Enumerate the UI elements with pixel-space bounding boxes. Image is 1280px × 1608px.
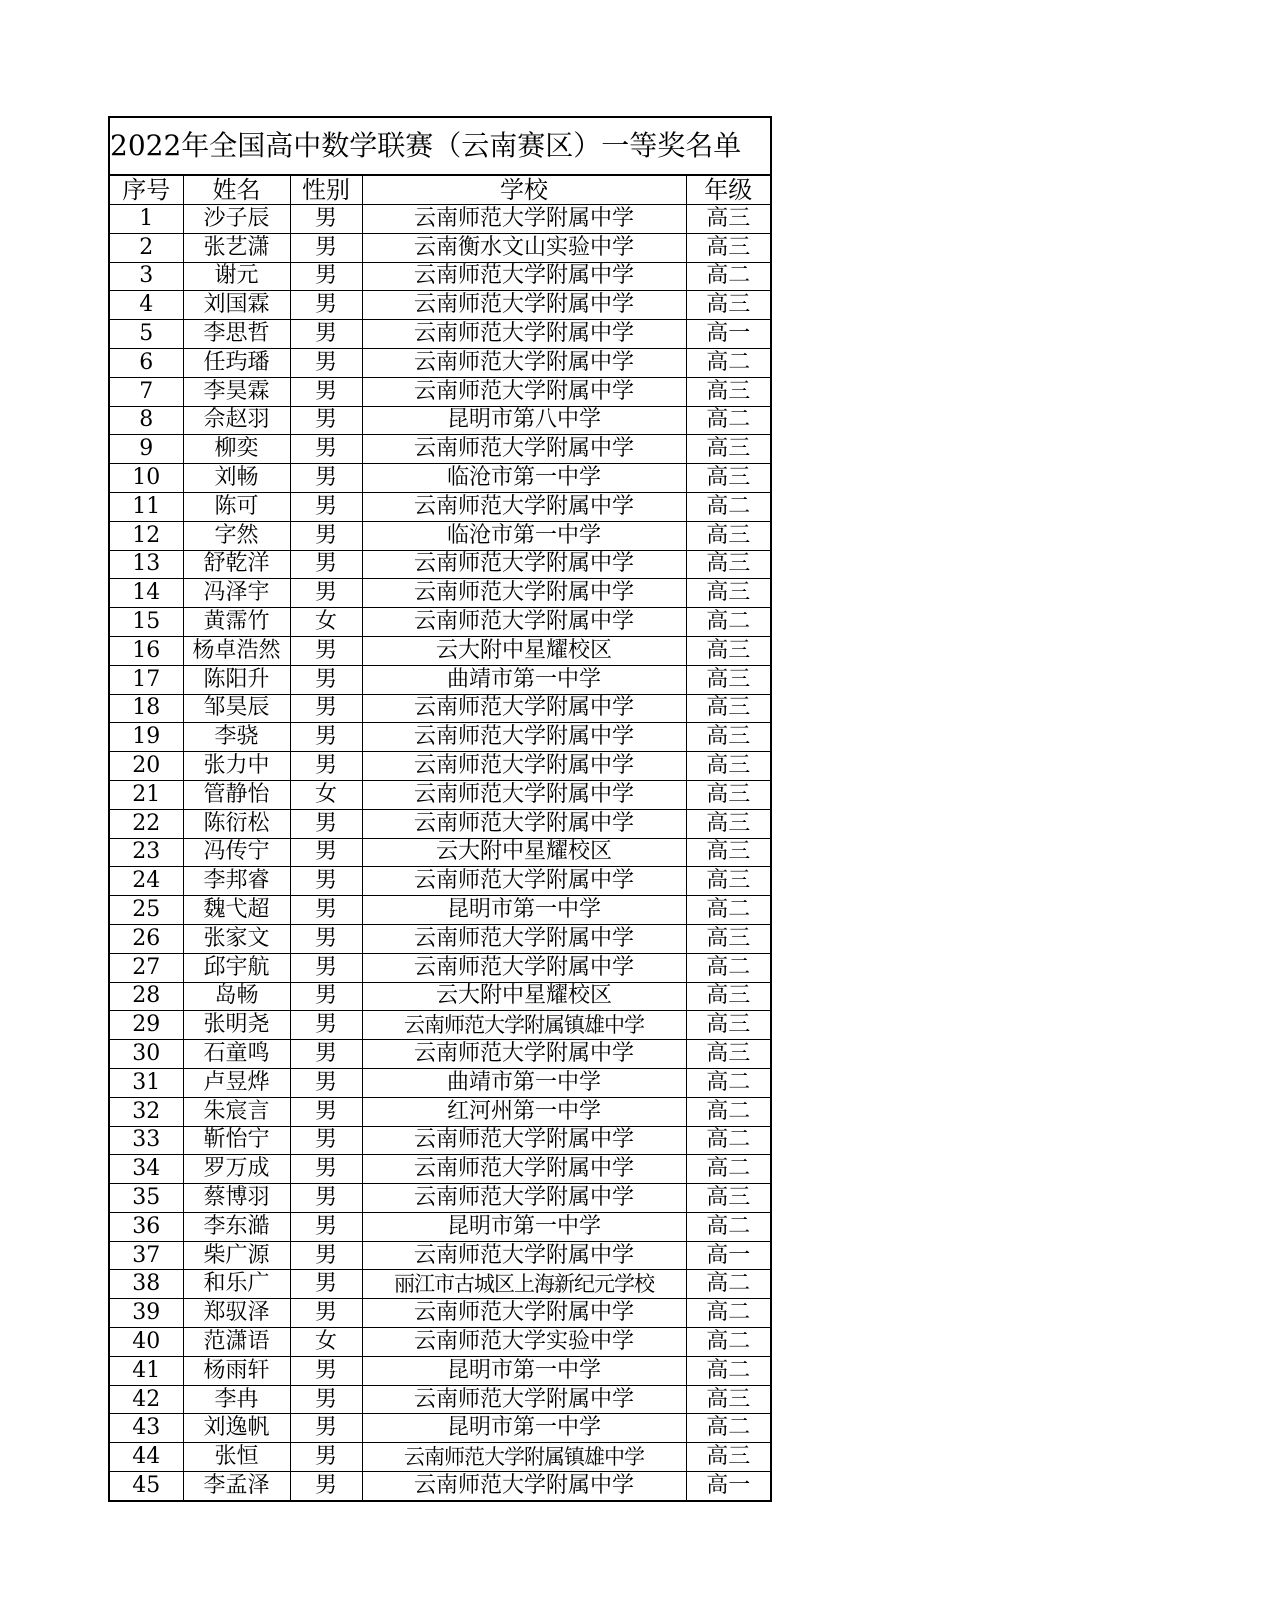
cell-name: 李邦睿 [183, 867, 290, 896]
cell-gender: 男 [290, 838, 362, 867]
cell-name: 舒乾洋 [183, 550, 290, 579]
cell-number: 45 [110, 1472, 183, 1500]
cell-number: 10 [110, 464, 183, 493]
cell-gender: 男 [290, 435, 362, 464]
cell-name: 杨雨轩 [183, 1356, 290, 1385]
cell-gender: 男 [290, 1443, 362, 1472]
cell-name: 石童鸣 [183, 1040, 290, 1069]
cell-gender: 男 [290, 1040, 362, 1069]
cell-name: 字然 [183, 521, 290, 550]
cell-gender: 男 [290, 1126, 362, 1155]
cell-name: 刘逸帆 [183, 1414, 290, 1443]
cell-grade: 高三 [686, 1184, 770, 1213]
cell-school: 云南师范大学附属中学 [362, 780, 686, 809]
cell-gender: 男 [290, 464, 362, 493]
cell-number: 20 [110, 752, 183, 781]
table-row [110, 233, 770, 262]
cell-name: 李骁 [183, 723, 290, 752]
cell-gender: 男 [290, 1385, 362, 1414]
cell-gender: 男 [290, 320, 362, 349]
table-row [110, 348, 770, 377]
cell-number: 5 [110, 320, 183, 349]
cell-name: 冯泽宇 [183, 579, 290, 608]
cell-school: 云南师范大学附属中学 [362, 320, 686, 349]
table-row [110, 1184, 770, 1213]
table-row [110, 1040, 770, 1069]
cell-name: 郑驭泽 [183, 1299, 290, 1328]
cell-gender: 男 [290, 694, 362, 723]
cell-name: 范潇语 [183, 1328, 290, 1357]
table-row [110, 1011, 770, 1040]
table-row [110, 320, 770, 349]
cell-school: 临沧市第一中学 [362, 464, 686, 493]
cell-gender: 男 [290, 1212, 362, 1241]
cell-gender: 女 [290, 608, 362, 637]
cell-grade: 高三 [686, 521, 770, 550]
cell-school: 云南师范大学附属中学 [362, 608, 686, 637]
table-row [110, 377, 770, 406]
cell-gender: 男 [290, 1068, 362, 1097]
cell-grade: 高二 [686, 406, 770, 435]
cell-grade: 高二 [686, 1068, 770, 1097]
table-row [110, 1241, 770, 1270]
cell-gender: 男 [290, 521, 362, 550]
column-header-name: 姓名 [183, 176, 290, 205]
cell-number: 39 [110, 1299, 183, 1328]
cell-name: 柳奕 [183, 435, 290, 464]
cell-number: 4 [110, 291, 183, 320]
cell-name: 冯传宁 [183, 838, 290, 867]
table-row [110, 1414, 770, 1443]
cell-name: 李思哲 [183, 320, 290, 349]
column-header-gender: 性别 [290, 176, 362, 205]
cell-name: 任玙璠 [183, 348, 290, 377]
cell-number: 33 [110, 1126, 183, 1155]
cell-school: 红河州第一中学 [362, 1097, 686, 1126]
cell-number: 8 [110, 406, 183, 435]
cell-grade: 高一 [686, 320, 770, 349]
cell-number: 17 [110, 665, 183, 694]
cell-number: 28 [110, 982, 183, 1011]
cell-gender: 男 [290, 924, 362, 953]
cell-name: 靳怡宁 [183, 1126, 290, 1155]
cell-school: 云南师范大学实验中学 [362, 1328, 686, 1357]
table-row [110, 435, 770, 464]
cell-school: 云南师范大学附属中学 [362, 694, 686, 723]
cell-name: 张力中 [183, 752, 290, 781]
table-row [110, 1472, 770, 1500]
cell-name: 张家文 [183, 924, 290, 953]
cell-grade: 高一 [686, 1241, 770, 1270]
cell-grade: 高三 [686, 636, 770, 665]
cell-gender: 男 [290, 867, 362, 896]
cell-grade: 高二 [686, 348, 770, 377]
cell-number: 34 [110, 1155, 183, 1184]
cell-name: 柴广源 [183, 1241, 290, 1270]
cell-school: 云南师范大学附属中学 [362, 1385, 686, 1414]
cell-school: 云南师范大学附属中学 [362, 1472, 686, 1500]
cell-grade: 高二 [686, 1270, 770, 1299]
table-row [110, 521, 770, 550]
cell-number: 29 [110, 1011, 183, 1040]
table-row [110, 492, 770, 521]
cell-gender: 男 [290, 262, 362, 291]
cell-school: 曲靖市第一中学 [362, 665, 686, 694]
cell-name: 李孟泽 [183, 1472, 290, 1500]
cell-school: 昆明市第一中学 [362, 1212, 686, 1241]
cell-grade: 高二 [686, 1212, 770, 1241]
cell-grade: 高二 [686, 1097, 770, 1126]
table-row [110, 550, 770, 579]
cell-name: 李东澔 [183, 1212, 290, 1241]
cell-number: 32 [110, 1097, 183, 1126]
cell-grade: 高三 [686, 867, 770, 896]
cell-name: 佘赵羽 [183, 406, 290, 435]
cell-number: 19 [110, 723, 183, 752]
cell-gender: 男 [290, 665, 362, 694]
cell-number: 41 [110, 1356, 183, 1385]
cell-school: 云南师范大学附属中学 [362, 205, 686, 234]
cell-number: 12 [110, 521, 183, 550]
cell-grade: 高三 [686, 665, 770, 694]
table-row [110, 1299, 770, 1328]
cell-school: 云南师范大学附属中学 [362, 579, 686, 608]
cell-number: 15 [110, 608, 183, 637]
cell-school: 云南师范大学附属中学 [362, 435, 686, 464]
table-row [110, 464, 770, 493]
cell-number: 16 [110, 636, 183, 665]
cell-name: 杨卓浩然 [183, 636, 290, 665]
cell-name: 谢元 [183, 262, 290, 291]
cell-grade: 高二 [686, 1328, 770, 1357]
cell-grade: 高三 [686, 579, 770, 608]
cell-grade: 高三 [686, 205, 770, 234]
cell-school: 云大附中星耀校区 [362, 636, 686, 665]
cell-gender: 男 [290, 723, 362, 752]
cell-gender: 男 [290, 1097, 362, 1126]
cell-number: 21 [110, 780, 183, 809]
cell-name: 刘国霖 [183, 291, 290, 320]
cell-name: 黄霈竹 [183, 608, 290, 637]
cell-gender: 男 [290, 896, 362, 925]
table-row [110, 924, 770, 953]
cell-grade: 高三 [686, 694, 770, 723]
cell-grade: 高三 [686, 723, 770, 752]
cell-gender: 男 [290, 982, 362, 1011]
table-row [110, 896, 770, 925]
cell-grade: 高三 [686, 435, 770, 464]
cell-grade: 高三 [686, 550, 770, 579]
table-row [110, 636, 770, 665]
cell-grade: 高三 [686, 291, 770, 320]
cell-number: 35 [110, 1184, 183, 1213]
cell-number: 13 [110, 550, 183, 579]
cell-gender: 男 [290, 1299, 362, 1328]
cell-grade: 高三 [686, 1011, 770, 1040]
cell-number: 9 [110, 435, 183, 464]
cell-grade: 高二 [686, 608, 770, 637]
cell-school: 云南师范大学附属中学 [362, 262, 686, 291]
cell-gender: 男 [290, 492, 362, 521]
table-row [110, 1328, 770, 1357]
cell-school: 昆明市第一中学 [362, 1356, 686, 1385]
cell-school: 昆明市第一中学 [362, 896, 686, 925]
cell-school: 云南师范大学附属中学 [362, 867, 686, 896]
cell-number: 11 [110, 492, 183, 521]
cell-number: 40 [110, 1328, 183, 1357]
table-row [110, 953, 770, 982]
award-table [110, 176, 770, 1500]
cell-school: 云南师范大学附属中学 [362, 550, 686, 579]
cell-school: 昆明市第八中学 [362, 406, 686, 435]
cell-grade: 高二 [686, 1155, 770, 1184]
cell-name: 陈衍松 [183, 809, 290, 838]
column-header-number: 序号 [110, 176, 183, 205]
cell-grade: 高二 [686, 1356, 770, 1385]
table-row [110, 1212, 770, 1241]
cell-gender: 男 [290, 406, 362, 435]
cell-gender: 男 [290, 953, 362, 982]
cell-grade: 高二 [686, 1414, 770, 1443]
cell-number: 25 [110, 896, 183, 925]
cell-grade: 高一 [686, 1472, 770, 1500]
cell-name: 罗万成 [183, 1155, 290, 1184]
cell-number: 27 [110, 953, 183, 982]
cell-name: 魏弋超 [183, 896, 290, 925]
cell-gender: 女 [290, 1328, 362, 1357]
cell-name: 李昊霖 [183, 377, 290, 406]
cell-gender: 男 [290, 1472, 362, 1500]
cell-gender: 男 [290, 291, 362, 320]
cell-gender: 男 [290, 1155, 362, 1184]
cell-number: 24 [110, 867, 183, 896]
cell-grade: 高三 [686, 752, 770, 781]
cell-number: 38 [110, 1270, 183, 1299]
cell-name: 李冉 [183, 1385, 290, 1414]
cell-name: 邱宇航 [183, 953, 290, 982]
cell-school: 昆明市第一中学 [362, 1414, 686, 1443]
table-row [110, 205, 770, 234]
table-row [110, 867, 770, 896]
cell-number: 23 [110, 838, 183, 867]
cell-name: 陈阳升 [183, 665, 290, 694]
cell-name: 张恒 [183, 1443, 290, 1472]
cell-school: 云南师范大学附属中学 [362, 1184, 686, 1213]
column-header-school: 学校 [362, 176, 686, 205]
cell-school: 云南师范大学附属中学 [362, 1299, 686, 1328]
table-row [110, 1155, 770, 1184]
cell-grade: 高三 [686, 838, 770, 867]
cell-grade: 高三 [686, 233, 770, 262]
cell-name: 蔡博羽 [183, 1184, 290, 1213]
table-row [110, 1385, 770, 1414]
cell-grade: 高三 [686, 1385, 770, 1414]
cell-name: 刘畅 [183, 464, 290, 493]
cell-gender: 男 [290, 809, 362, 838]
table-row [110, 1068, 770, 1097]
cell-school: 云南师范大学附属中学 [362, 924, 686, 953]
cell-school: 丽江市古城区上海新纪元学校 [362, 1270, 686, 1299]
cell-number: 44 [110, 1443, 183, 1472]
cell-number: 6 [110, 348, 183, 377]
cell-school: 云南师范大学附属中学 [362, 752, 686, 781]
cell-school: 云南师范大学附属镇雄中学 [362, 1011, 686, 1040]
cell-gender: 男 [290, 205, 362, 234]
table-row [110, 1126, 770, 1155]
cell-number: 2 [110, 233, 183, 262]
cell-number: 18 [110, 694, 183, 723]
cell-school: 云南师范大学附属中学 [362, 953, 686, 982]
cell-name: 岛畅 [183, 982, 290, 1011]
cell-school: 云南师范大学附属中学 [362, 291, 686, 320]
cell-number: 14 [110, 579, 183, 608]
table-row [110, 262, 770, 291]
cell-grade: 高二 [686, 1126, 770, 1155]
cell-grade: 高二 [686, 1299, 770, 1328]
cell-school: 临沧市第一中学 [362, 521, 686, 550]
header-row [110, 176, 770, 205]
cell-school: 云大附中星耀校区 [362, 982, 686, 1011]
cell-grade: 高二 [686, 492, 770, 521]
cell-name: 陈可 [183, 492, 290, 521]
cell-gender: 男 [290, 636, 362, 665]
cell-name: 张明尧 [183, 1011, 290, 1040]
column-header-grade: 年级 [686, 176, 770, 205]
cell-name: 邹昊辰 [183, 694, 290, 723]
cell-name: 张艺潇 [183, 233, 290, 262]
cell-grade: 高二 [686, 953, 770, 982]
table-row [110, 1443, 770, 1472]
cell-gender: 男 [290, 752, 362, 781]
cell-number: 42 [110, 1385, 183, 1414]
table-row [110, 406, 770, 435]
cell-grade: 高三 [686, 809, 770, 838]
cell-name: 沙子辰 [183, 205, 290, 234]
table-row [110, 608, 770, 637]
table-row [110, 809, 770, 838]
cell-school: 云南师范大学附属中学 [362, 723, 686, 752]
cell-school: 云南师范大学附属中学 [362, 348, 686, 377]
table-row [110, 780, 770, 809]
cell-gender: 男 [290, 1356, 362, 1385]
cell-number: 3 [110, 262, 183, 291]
cell-school: 云南师范大学附属镇雄中学 [362, 1443, 686, 1472]
cell-number: 1 [110, 205, 183, 234]
cell-number: 30 [110, 1040, 183, 1069]
cell-school: 云大附中星耀校区 [362, 838, 686, 867]
cell-name: 管静怡 [183, 780, 290, 809]
table-row [110, 665, 770, 694]
cell-number: 22 [110, 809, 183, 838]
cell-school: 云南师范大学附属中学 [362, 1126, 686, 1155]
cell-school: 云南师范大学附属中学 [362, 492, 686, 521]
cell-gender: 男 [290, 1011, 362, 1040]
cell-gender: 女 [290, 780, 362, 809]
cell-grade: 高三 [686, 1040, 770, 1069]
table-row [110, 723, 770, 752]
cell-grade: 高三 [686, 1443, 770, 1472]
sheet-title: 2022年全国高中数学联赛（云南赛区）一等奖名单 [110, 118, 770, 176]
cell-gender: 男 [290, 1184, 362, 1213]
cell-grade: 高二 [686, 262, 770, 291]
table-row [110, 1097, 770, 1126]
cell-school: 云南衡水文山实验中学 [362, 233, 686, 262]
cell-gender: 男 [290, 579, 362, 608]
table-row [110, 838, 770, 867]
cell-gender: 男 [290, 348, 362, 377]
cell-name: 朱宸言 [183, 1097, 290, 1126]
cell-number: 7 [110, 377, 183, 406]
cell-grade: 高三 [686, 780, 770, 809]
cell-name: 和乐广 [183, 1270, 290, 1299]
cell-number: 43 [110, 1414, 183, 1443]
cell-gender: 男 [290, 1414, 362, 1443]
table-row [110, 291, 770, 320]
cell-gender: 男 [290, 1270, 362, 1299]
cell-grade: 高二 [686, 896, 770, 925]
cell-gender: 男 [290, 377, 362, 406]
cell-number: 31 [110, 1068, 183, 1097]
table-row [110, 1270, 770, 1299]
table-row [110, 982, 770, 1011]
cell-grade: 高三 [686, 924, 770, 953]
cell-school: 云南师范大学附属中学 [362, 377, 686, 406]
cell-school: 云南师范大学附属中学 [362, 1241, 686, 1270]
cell-grade: 高三 [686, 377, 770, 406]
cell-grade: 高三 [686, 464, 770, 493]
cell-number: 36 [110, 1212, 183, 1241]
cell-school: 云南师范大学附属中学 [362, 1155, 686, 1184]
table-row [110, 579, 770, 608]
cell-school: 云南师范大学附属中学 [362, 809, 686, 838]
cell-name: 卢昱烨 [183, 1068, 290, 1097]
table-row [110, 752, 770, 781]
award-list-sheet [108, 116, 772, 1502]
cell-number: 37 [110, 1241, 183, 1270]
table-row [110, 1356, 770, 1385]
cell-school: 曲靖市第一中学 [362, 1068, 686, 1097]
cell-school: 云南师范大学附属中学 [362, 1040, 686, 1069]
cell-gender: 男 [290, 1241, 362, 1270]
cell-gender: 男 [290, 233, 362, 262]
cell-gender: 男 [290, 550, 362, 579]
table-row [110, 694, 770, 723]
cell-number: 26 [110, 924, 183, 953]
cell-grade: 高三 [686, 982, 770, 1011]
